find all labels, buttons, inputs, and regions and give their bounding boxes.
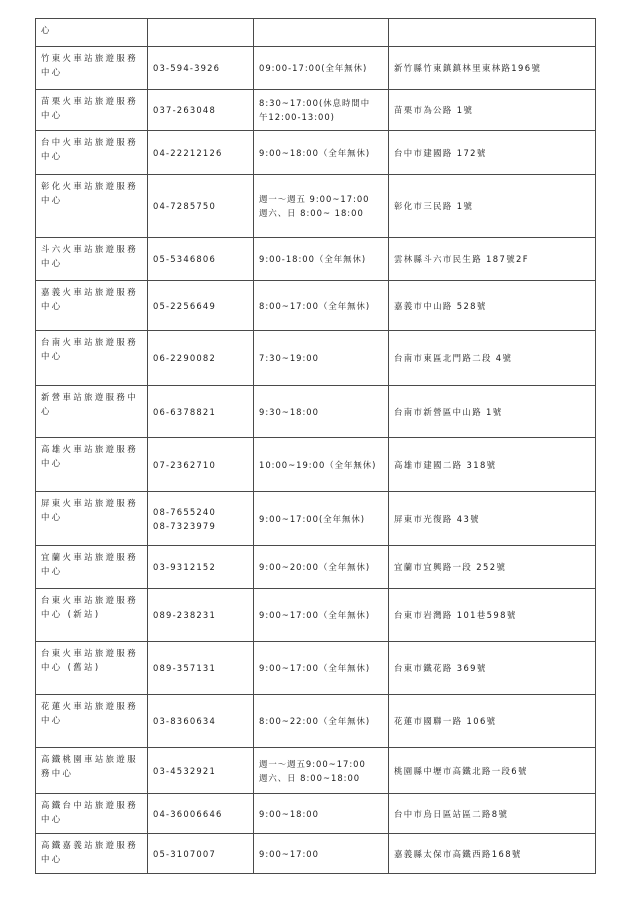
phone-cell [148,90,254,131]
opening-hours-line: 週六、日 8:00~18:00 [259,772,361,783]
opening-hours-cell [254,546,389,589]
phone-number: 05-3107007 [153,848,216,859]
opening-hours-cell [254,834,389,874]
address-cell: 新竹縣竹東鎮鎮林里東林路196號 [389,47,596,90]
phone-cell [148,492,254,546]
table-row [36,492,596,546]
opening-hours-line: 7:30~19:00 [259,353,319,363]
opening-hours-cell [254,386,389,438]
center-name-cell: 台東火車站旅遊服務中心 (新站) [36,589,148,642]
table-row [36,90,596,131]
opening-hours-cell [254,19,389,47]
table-row [36,175,596,238]
phone-number: 089-357131 [153,663,216,673]
opening-hours-line: 9:00~17:00（全年無休) [259,663,371,673]
opening-hours-cell [254,281,389,331]
opening-hours-line: 10:00~19:00（全年無休) [259,459,377,470]
address-cell: 花蓮市國聯一路 106號 [389,695,596,748]
center-name-cell: 屏東火車站旅遊服務中心 [36,492,148,546]
table-body [36,19,596,874]
phone-number: 03-4532921 [153,765,216,776]
opening-hours-line: 9:00~18:00（全年無休) [259,147,371,158]
phone-cell [148,131,254,175]
phone-cell [148,748,254,794]
center-name-cell: 高雄火車站旅遊服務中心 [36,438,148,492]
opening-hours-cell [254,90,389,131]
center-name-cell: 嘉義火車站旅遊服務中心 [36,281,148,331]
opening-hours-line: 午12:00-13:00) [259,112,335,122]
center-name-cell: 台中火車站旅遊服務中心 [36,131,148,175]
opening-hours-line: 8:00~17:00（全年無休) [259,300,371,311]
phone-cell [148,47,254,90]
opening-hours-cell [254,748,389,794]
table-row [36,794,596,834]
phone-cell [148,794,254,834]
table-row [36,331,596,386]
address-cell: 屏東市光復路 43號 [389,492,596,546]
table-row [36,748,596,794]
opening-hours-cell [254,695,389,748]
phone-number: 05-5346806 [153,254,216,264]
phone-number: 05-2256649 [153,300,216,311]
table-row [36,642,596,695]
table-row [36,131,596,175]
table-row [36,546,596,589]
phone-cell [148,175,254,238]
phone-number: 04-36006646 [153,808,223,819]
phone-cell [148,386,254,438]
table-row [36,281,596,331]
phone-number: 03-594-3926 [153,63,221,73]
phone-cell [148,238,254,281]
address-cell: 嘉義市中山路 528號 [389,281,596,331]
opening-hours-cell [254,642,389,695]
phone-cell [148,589,254,642]
phone-number: 037-263048 [153,105,216,115]
phone-number: 06-6378821 [153,406,216,417]
table-row [36,386,596,438]
opening-hours-line: 8:30~17:00(休息時間中 [259,98,371,108]
center-name-cell: 心 [36,19,148,47]
opening-hours-line: 9:30~18:00 [259,406,319,417]
opening-hours-cell [254,438,389,492]
opening-hours-line: 週六、日 8:00~ 18:00 [259,208,364,218]
opening-hours-line: 9:00~17:00（全年無休) [259,610,371,620]
address-cell: 雲林縣斗六市民生路 187號2F [389,238,596,281]
table-row [36,47,596,90]
opening-hours-cell [254,131,389,175]
address-cell: 宜蘭市宜興路一段 252號 [389,546,596,589]
center-name-cell: 新營車站旅遊服務中心 [36,386,148,438]
phone-cell [148,834,254,874]
phone-number: 03-8360634 [153,716,216,726]
phone-number: 06-2290082 [153,353,216,363]
phone-number: 08-7655240 [153,506,216,517]
address-cell: 台中市烏日區站區二路8號 [389,794,596,834]
phone-number: 03-9312152 [153,562,216,572]
opening-hours-line: 9:00~17:00 [259,848,319,859]
table-row [36,695,596,748]
address-cell: 台南市東區北門路二段 4號 [389,331,596,386]
center-name-cell: 斗六火車站旅遊服務中心 [36,238,148,281]
phone-number: 04-7285750 [153,201,216,211]
address-cell: 台南市新營區中山路 1號 [389,386,596,438]
service-center-table [35,18,596,874]
opening-hours-cell [254,331,389,386]
opening-hours-cell [254,238,389,281]
phone-number: 07-2362710 [153,459,216,470]
table-row [36,589,596,642]
opening-hours-cell [254,589,389,642]
center-name-cell: 彰化火車站旅遊服務中心 [36,175,148,238]
opening-hours-cell [254,47,389,90]
table-row [36,238,596,281]
center-name-cell: 台東火車站旅遊服務中心 (舊站) [36,642,148,695]
address-cell: 彰化市三民路 1號 [389,175,596,238]
phone-cell [148,438,254,492]
center-name-cell: 高鐵桃園車站旅遊服務中心 [36,748,148,794]
phone-cell [148,642,254,695]
address-cell: 苗栗市為公路 1號 [389,90,596,131]
phone-cell [148,546,254,589]
opening-hours-line: 8:00~22:00（全年無休) [259,716,371,726]
address-cell: 台中市建國路 172號 [389,131,596,175]
address-cell: 高雄市建國二路 318號 [389,438,596,492]
phone-number: 08-7323979 [153,520,216,531]
opening-hours-line: 9:00~17:00(全年無休) [259,513,365,524]
address-cell: 台東市鐵花路 369號 [389,642,596,695]
center-name-cell: 宜蘭火車站旅遊服務中心 [36,546,148,589]
table-row [36,19,596,47]
opening-hours-line: 週一～週五 9:00~17:00 [259,194,370,204]
phone-cell [148,695,254,748]
opening-hours-cell [254,794,389,834]
address-cell [389,19,596,47]
address-cell: 嘉義縣太保市高鐵西路168號 [389,834,596,874]
center-name-cell: 高鐵台中站旅遊服務中心 [36,794,148,834]
center-name-cell: 台南火車站旅遊服務中心 [36,331,148,386]
center-name-cell: 苗栗火車站旅遊服務中心 [36,90,148,131]
center-name-cell: 高鐵嘉義站旅遊服務中心 [36,834,148,874]
center-name-cell: 竹東火車站旅遊服務中心 [36,47,148,90]
address-cell: 台東市岩灣路 101巷598號 [389,589,596,642]
opening-hours-cell [254,175,389,238]
phone-number: 089-238231 [153,610,216,620]
opening-hours-line: 9:00~20:00（全年無休) [259,562,371,572]
opening-hours-cell [254,492,389,546]
phone-cell [148,19,254,47]
opening-hours-line: 09:00-17:00(全年無休) [259,63,368,73]
center-name-cell: 花蓮火車站旅遊服務中心 [36,695,148,748]
opening-hours-line: 週一～週五9:00~17:00 [259,758,366,769]
opening-hours-line: 9:00-18:00（全年無休) [259,254,367,264]
address-cell: 桃園縣中壢市高鐵北路一段6號 [389,748,596,794]
phone-number: 04-22212126 [153,147,223,158]
phone-cell [148,331,254,386]
table-row [36,438,596,492]
opening-hours-line: 9:00~18:00 [259,808,319,819]
phone-cell [148,281,254,331]
table-row [36,834,596,874]
